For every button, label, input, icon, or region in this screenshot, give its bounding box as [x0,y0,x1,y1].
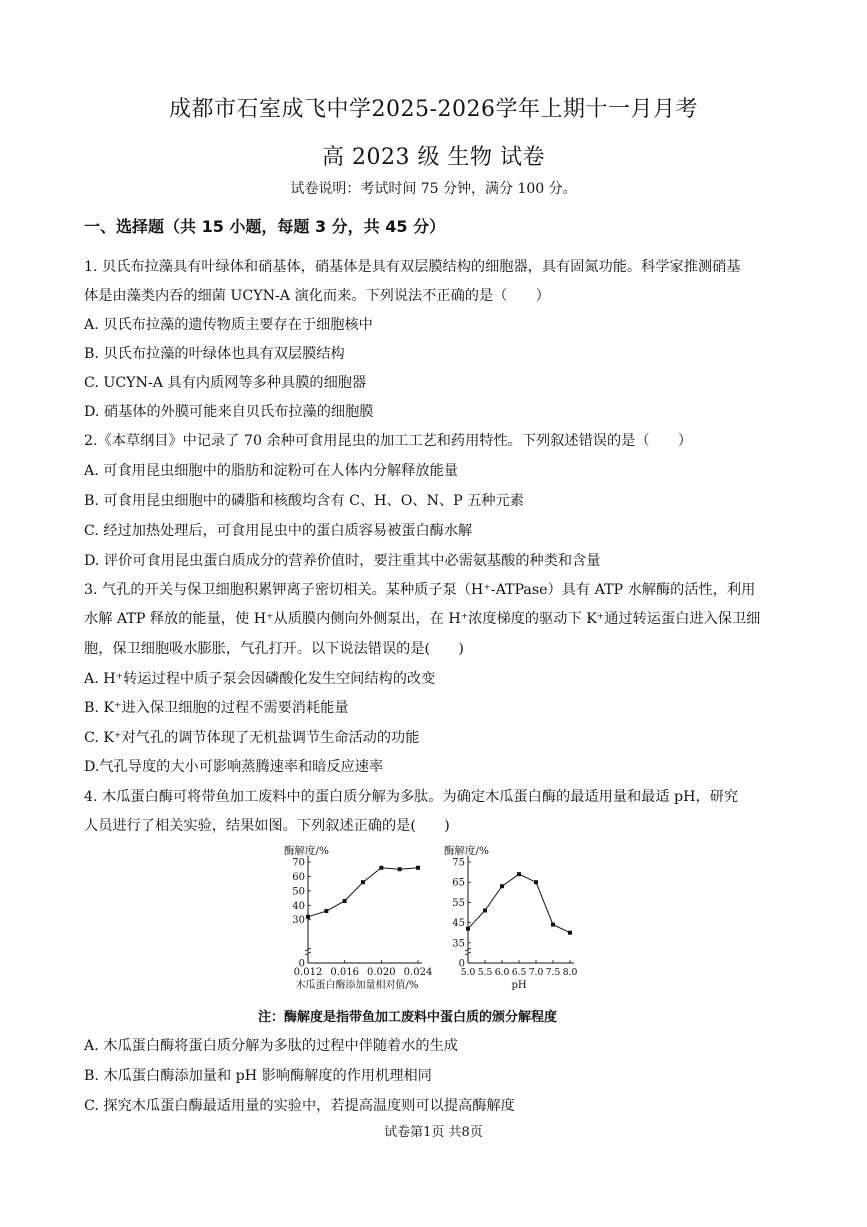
q3-stem-line1: 3. 气孔的开关与保卫细胞积累钾离子密切相关。某种质子泵（H⁺-ATPase）具有 ATP 水解酶的活性，利用 [84,582,756,598]
section-heading: 一、选择题（共 15 小题，每题 3 分，共 45 分） [84,217,446,236]
x-tick-label: 0.024 [403,967,433,978]
q1-option-b: B. 贝氏布拉藻的叶绿体也具有双层膜结构 [84,346,345,362]
chart-ph [434,845,584,997]
data-point [379,866,383,870]
exam-instructions: 试卷说明：考试时间 75 分钟，满分 100 分。 [290,181,577,197]
data-point [534,880,538,884]
x-axis-label: pH [511,980,527,991]
q1-option-c: C. UCYN-A 具有内质网等多种具膜的细胞器 [84,375,367,391]
data-point [306,915,310,919]
data-point [568,931,572,935]
q3-stem-line3: 胞，保卫细胞吸水膨胀，气孔打开。以下说法错误的是( ) [84,641,464,657]
q4-option-b: B. 木瓜蛋白酶添加量和 pH 影响酶解度的作用机理相同 [84,1068,432,1084]
x-tick-label: 7.5 [545,967,561,978]
x-tick-label: 6.0 [494,967,510,978]
x-axis-label: 木瓜蛋白酶添加量相对值/% [295,980,419,991]
y-tick-label: 50 [292,886,305,898]
x-tick-label: 0.020 [367,967,396,978]
data-point [500,884,504,888]
q2-option-d: D. 评价可食用昆虫蛋白质成分的营养价值时，要注重其中必需氨基酸的种类和含量 [84,553,601,569]
chart-enzyme-dosage [278,845,436,997]
data-point [551,923,555,927]
q3-option-a: A. H⁺转运过程中质子泵会因磷酸化发生空间结构的改变 [84,671,436,687]
y-tick-label: 30 [292,915,305,927]
data-point [343,899,347,903]
x-tick-label: 5.0 [460,967,476,978]
figure-note: 注：酶解度是指带鱼加工废料中蛋白质的颁分解程度 [258,1010,558,1025]
q3-option-d: D.气孔导度的大小可影响蒸腾速率和暗反应速率 [84,759,384,775]
exam-title: 成都市石室成飞中学2025-2026学年上期十一月月考 [169,97,698,122]
q3-stem-line2: 水解 ATP 释放的能量，使 H⁺从质膜内侧向外侧泵出，在 H⁺浓度梯度的驱动下 K⁺通过转运蛋白进入保卫细 [84,611,761,627]
q4-stem-line2: 人员进行了相关实验，结果如图。下列叙述正确的是( ) [84,818,450,834]
y-axis-label: 酶解度/% [284,845,330,857]
y-axis-label: 酶解度/% [444,845,490,857]
data-point [361,880,365,884]
y-tick-label: 0 [298,958,305,970]
y-tick-label: 65 [452,877,465,889]
q1-option-a: A. 贝氏布拉藻的遗传物质主要存在于细胞核中 [84,317,373,333]
y-tick-label: 60 [292,871,305,883]
y-tick-label: 75 [452,857,465,869]
exam-subtitle: 高 2023 级 生物 试卷 [322,145,545,170]
y-tick-label: 45 [452,918,465,930]
q3-option-c: C. K⁺对气孔的调节体现了无机盐调节生命活动的功能 [84,730,420,746]
data-point [416,866,420,870]
x-tick-label: 7.0 [528,967,544,978]
y-tick-label: 70 [292,857,305,869]
x-tick-label: 0.016 [330,967,359,978]
data-point [398,867,402,871]
y-tick-label: 40 [292,900,305,912]
y-tick-label: 55 [452,897,465,909]
q2-option-a: A. 可食用昆虫细胞中的脂肪和淀粉可在人体内分解释放能量 [84,463,458,479]
q4-stem-line1: 4. 木瓜蛋白酶可将带鱼加工废料中的蛋白质分解为多肽。为确定木瓜蛋白酶的最适用量和最适 pH，研究 [84,789,739,805]
x-tick-label: 6.5 [511,967,527,978]
data-point [466,927,470,931]
page-footer: 试卷第1页 共8页 [384,1125,483,1140]
q2-option-c: C. 经过加热处理后，可食用昆虫中的蛋白质容易被蛋白酶水解 [84,523,473,539]
y-tick-label: 0 [458,958,465,970]
q3-option-b: B. K⁺进入保卫细胞的过程不需要消耗能量 [84,700,349,716]
data-point [324,909,328,913]
data-point [517,872,521,876]
data-point [483,908,487,912]
q2-stem: 2.《本草纲目》中记录了 70 余种可食用昆虫的加工工艺和药用特性。下列叙述错误的是（ ） [84,433,693,449]
x-tick-label: 0.012 [293,967,323,978]
q1-stem-line1: 1. 贝氏布拉藻具有叶绿体和硝基体，硝基体是具有双层膜结构的细胞器，具有固氮功能。科学家推测硝基 [84,259,741,275]
q4-option-c: C. 探究木瓜蛋白酶最适用量的实验中，若提高温度则可以提高酶解度 [84,1098,515,1114]
q1-option-d: D. 硝基体的外膜可能来自贝氏布拉藻的细胞膜 [84,404,374,420]
q2-option-b: B. 可食用昆虫细胞中的磷脂和核酸均含有 C、H、O、N、P 五种元素 [84,493,524,509]
y-tick-label: 35 [452,938,465,950]
q4-option-a: A. 木瓜蛋白酶将蛋白质分解为多肽的过程中伴随着水的生成 [84,1038,458,1054]
x-tick-label: 8.0 [562,967,578,978]
q1-stem-line2: 体是由藻类内吞的细菌 UCYN-A 演化而来。下列说法不正确的是（ ） [84,288,550,304]
x-tick-label: 5.5 [477,967,493,978]
